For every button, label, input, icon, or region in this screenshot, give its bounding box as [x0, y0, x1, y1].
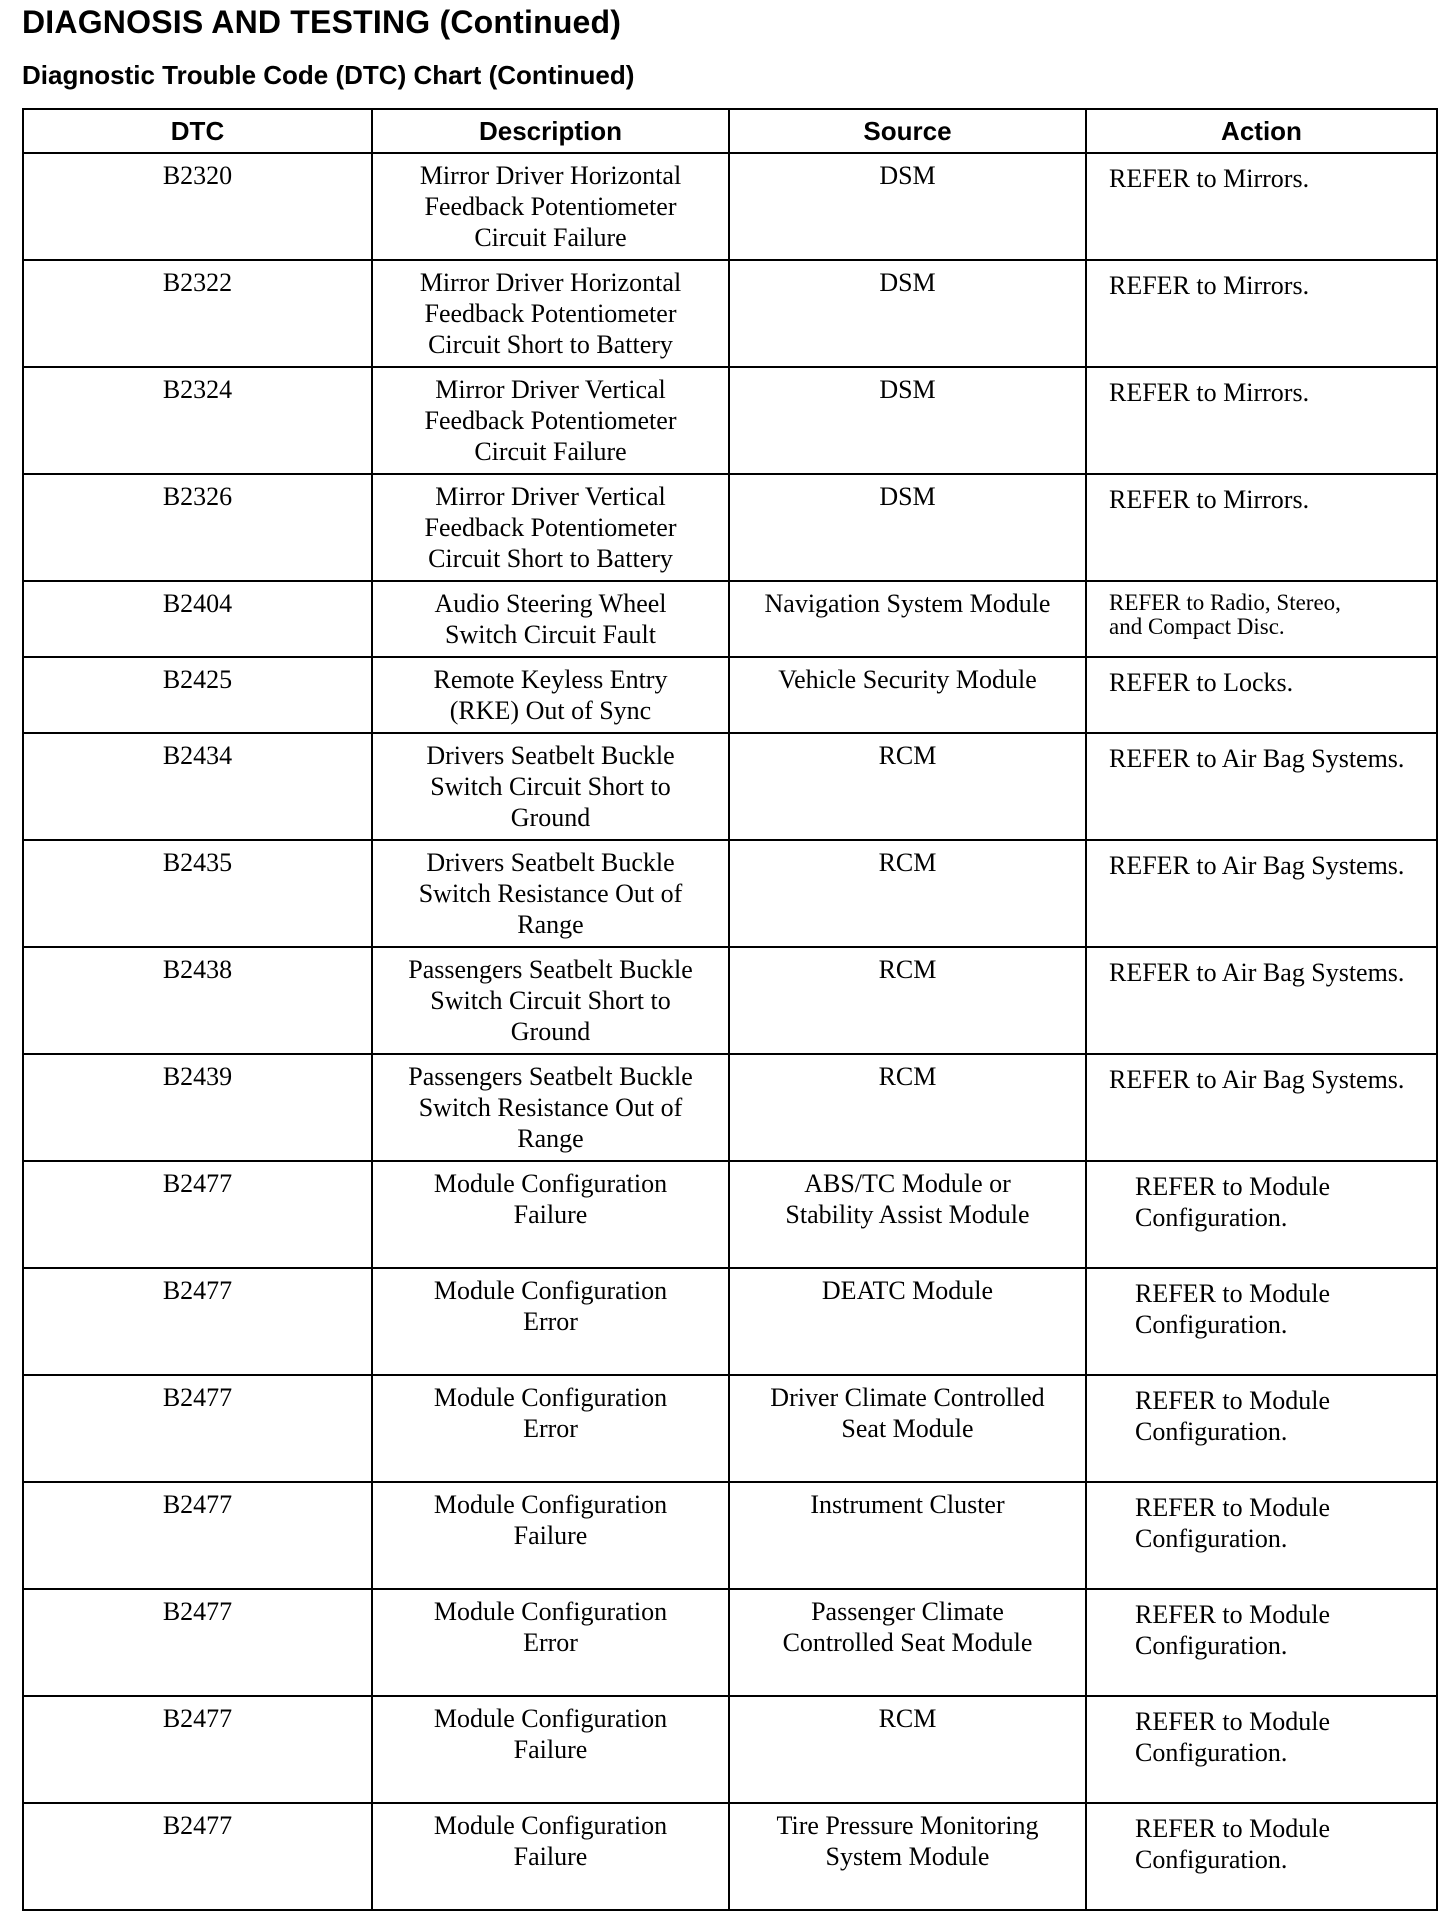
table-row: [23, 1589, 1437, 1696]
description-cell-line: Mirror Driver Horizontal: [419, 161, 682, 190]
description-cell: [372, 367, 729, 474]
dtc-code-cell: B2477: [23, 1375, 372, 1482]
action-cell-line: REFER to Module: [1135, 1493, 1331, 1522]
action-cell-line: REFER to Module: [1135, 1707, 1331, 1736]
dtc-code-cell: B2477: [23, 1482, 372, 1589]
action-cell: [1086, 1375, 1437, 1482]
description-cell: [372, 1803, 729, 1910]
table-row: [23, 947, 1437, 1054]
description-cell: [372, 657, 729, 733]
action-cell-line: Configuration.: [1135, 1738, 1288, 1767]
source-cell: [729, 1696, 1086, 1803]
description-cell-line: Range: [517, 910, 584, 939]
action-cell: [1086, 367, 1437, 474]
action-cell-line: Configuration.: [1135, 1203, 1288, 1232]
table-row: [23, 260, 1437, 367]
action-cell-line: REFER to Air Bag Systems.: [1109, 1065, 1405, 1094]
column-header-source: Source: [729, 109, 1086, 153]
description-cell: [372, 840, 729, 947]
source-cell-line: RCM: [878, 955, 937, 984]
action-cell-line: and Compact Disc.: [1109, 614, 1285, 639]
description-cell: [372, 260, 729, 367]
action-cell-line: REFER to Air Bag Systems.: [1109, 958, 1405, 987]
column-header-description: Description: [372, 109, 729, 153]
action-cell-line: REFER to Module: [1135, 1600, 1331, 1629]
description-cell-line: Feedback Potentiometer: [424, 192, 677, 221]
source-cell-line: DSM: [879, 482, 936, 511]
table-row: [23, 1696, 1437, 1803]
source-cell: [729, 1054, 1086, 1161]
description-cell-line: Circuit Short to Battery: [428, 330, 673, 359]
dtc-code-cell: B2322: [23, 260, 372, 367]
source-cell-line: System Module: [825, 1842, 990, 1871]
table-row: [23, 1482, 1437, 1589]
column-header-action: Action: [1086, 109, 1437, 153]
description-cell-line: Failure: [513, 1735, 588, 1764]
description-cell: [372, 1589, 729, 1696]
action-cell: [1086, 1268, 1437, 1375]
action-cell-line: REFER to Mirrors.: [1109, 485, 1310, 514]
description-cell-line: (RKE) Out of Sync: [449, 696, 652, 725]
description-cell: [372, 153, 729, 260]
description-cell-line: Circuit Short to Battery: [428, 544, 673, 573]
description-cell: [372, 1696, 729, 1803]
description-cell: [372, 581, 729, 657]
action-cell: [1086, 1803, 1437, 1910]
dtc-code-cell: B2439: [23, 1054, 372, 1161]
source-cell-line: Passenger Climate: [811, 1597, 1004, 1626]
source-cell-line: RCM: [878, 848, 937, 877]
action-cell-line: REFER to Module: [1135, 1814, 1331, 1843]
table-row: [23, 733, 1437, 840]
dtc-code-cell: B2477: [23, 1696, 372, 1803]
action-cell-line: REFER to Module: [1135, 1172, 1331, 1201]
description-cell-line: Module Configuration: [433, 1169, 668, 1198]
table-row: [23, 1375, 1437, 1482]
table-row: [23, 1161, 1437, 1268]
description-cell-line: Mirror Driver Horizontal: [419, 268, 682, 297]
dtc-code-cell: B2434: [23, 733, 372, 840]
source-cell-line: DSM: [879, 161, 936, 190]
action-cell: [1086, 260, 1437, 367]
description-cell-line: Circuit Failure: [474, 437, 627, 466]
description-cell-line: Circuit Failure: [474, 223, 627, 252]
action-cell: [1086, 1589, 1437, 1696]
description-cell-line: Switch Resistance Out of: [418, 879, 683, 908]
source-cell-line: Tire Pressure Monitoring: [776, 1811, 1039, 1840]
source-cell-line: ABS/TC Module or: [804, 1169, 1011, 1198]
description-cell-line: Passengers Seatbelt Buckle: [408, 1062, 693, 1091]
source-cell-line: Navigation System Module: [764, 589, 1051, 618]
action-cell: [1086, 474, 1437, 581]
source-cell-line: RCM: [878, 1062, 937, 1091]
description-cell-line: Audio Steering Wheel: [434, 589, 667, 618]
dtc-code-cell: B2320: [23, 153, 372, 260]
description-cell-line: Feedback Potentiometer: [424, 513, 677, 542]
description-cell-line: Module Configuration: [433, 1383, 668, 1412]
table-row: [23, 1803, 1437, 1910]
source-cell: [729, 1161, 1086, 1268]
dtc-code-cell: B2326: [23, 474, 372, 581]
dtc-chart-table: [22, 108, 1438, 1911]
section-title: Diagnostic Trouble Code (DTC) Chart (Continued): [22, 60, 635, 90]
description-cell-line: Feedback Potentiometer: [424, 299, 677, 328]
source-cell-line: Stability Assist Module: [785, 1200, 1030, 1229]
description-cell: [372, 474, 729, 581]
dtc-code-cell: B2477: [23, 1589, 372, 1696]
description-cell-line: Error: [523, 1307, 578, 1336]
action-cell-line: REFER to Locks.: [1109, 668, 1294, 697]
action-cell: [1086, 153, 1437, 260]
source-cell-line: Instrument Cluster: [810, 1490, 1005, 1519]
description-cell-line: Module Configuration: [433, 1704, 668, 1733]
description-cell-line: Switch Circuit Fault: [445, 620, 656, 649]
source-cell-line: DEATC Module: [821, 1276, 994, 1305]
action-cell: [1086, 1482, 1437, 1589]
description-cell-line: Drivers Seatbelt Buckle: [426, 741, 675, 770]
description-cell: [372, 733, 729, 840]
action-cell-line: REFER to Mirrors.: [1109, 271, 1310, 300]
action-cell-line: Configuration.: [1135, 1845, 1288, 1874]
source-cell: [729, 840, 1086, 947]
action-cell: [1086, 581, 1437, 657]
description-cell-line: Drivers Seatbelt Buckle: [426, 848, 675, 877]
action-cell-line: REFER to Module: [1135, 1386, 1331, 1415]
description-cell: [372, 1268, 729, 1375]
table-header-row: [23, 109, 1437, 153]
source-cell-line: DSM: [879, 268, 936, 297]
action-cell-line: Configuration.: [1135, 1417, 1288, 1446]
description-cell: [372, 1161, 729, 1268]
description-cell-line: Switch Circuit Short to: [430, 986, 671, 1015]
action-cell-line: REFER to Mirrors.: [1109, 164, 1310, 193]
source-cell-line: Seat Module: [841, 1414, 974, 1443]
description-cell: [372, 947, 729, 1054]
description-cell-line: Failure: [513, 1521, 588, 1550]
action-cell-line: Configuration.: [1135, 1310, 1288, 1339]
source-cell: [729, 1803, 1086, 1910]
dtc-code-cell: B2477: [23, 1268, 372, 1375]
description-cell-line: Module Configuration: [433, 1597, 668, 1626]
dtc-code-cell: B2435: [23, 840, 372, 947]
action-cell-line: REFER to Air Bag Systems.: [1109, 744, 1405, 773]
source-cell-line: RCM: [878, 1704, 937, 1733]
action-cell-line: REFER to Mirrors.: [1109, 378, 1310, 407]
action-cell: [1086, 947, 1437, 1054]
description-cell-line: Switch Circuit Short to: [430, 772, 671, 801]
table-row: [23, 840, 1437, 947]
dtc-code-cell: B2438: [23, 947, 372, 1054]
source-cell-line: Controlled Seat Module: [782, 1628, 1033, 1657]
description-cell-line: Module Configuration: [433, 1490, 668, 1519]
source-cell: [729, 1268, 1086, 1375]
description-cell: [372, 1375, 729, 1482]
description-cell-line: Switch Resistance Out of: [418, 1093, 683, 1122]
description-cell-line: Module Configuration: [433, 1276, 668, 1305]
action-cell-line: Configuration.: [1135, 1524, 1288, 1553]
action-cell-line: Configuration.: [1135, 1631, 1288, 1660]
source-cell: [729, 581, 1086, 657]
description-cell-line: Error: [523, 1414, 578, 1443]
description-cell-line: Failure: [513, 1842, 588, 1871]
table-row: [23, 153, 1437, 260]
page-title: DIAGNOSIS AND TESTING (Continued): [22, 4, 622, 40]
source-cell: [729, 153, 1086, 260]
table-row: [23, 1054, 1437, 1161]
source-cell-line: RCM: [878, 741, 937, 770]
source-cell-line: DSM: [879, 375, 936, 404]
source-cell: [729, 947, 1086, 1054]
source-cell: [729, 1375, 1086, 1482]
dtc-code-cell: B2404: [23, 581, 372, 657]
action-cell-line: REFER to Air Bag Systems.: [1109, 851, 1405, 880]
action-cell: [1086, 1696, 1437, 1803]
description-cell-line: Passengers Seatbelt Buckle: [408, 955, 693, 984]
table-row: [23, 367, 1437, 474]
description-cell-line: Mirror Driver Vertical: [435, 375, 666, 404]
table-row: [23, 474, 1437, 581]
description-cell-line: Module Configuration: [433, 1811, 668, 1840]
source-cell: [729, 260, 1086, 367]
description-cell-line: Error: [523, 1628, 578, 1657]
description-cell-line: Range: [517, 1124, 584, 1153]
action-cell: [1086, 733, 1437, 840]
table-body: [23, 153, 1437, 1910]
source-cell: [729, 1482, 1086, 1589]
description-cell-line: Remote Keyless Entry: [433, 665, 668, 694]
source-cell-line: Vehicle Security Module: [778, 665, 1037, 694]
source-cell: [729, 367, 1086, 474]
source-cell-line: Driver Climate Controlled: [770, 1383, 1045, 1412]
action-cell: [1086, 1054, 1437, 1161]
action-cell-line: REFER to Radio, Stereo,: [1109, 590, 1341, 615]
table-row: [23, 657, 1437, 733]
action-cell: [1086, 1161, 1437, 1268]
action-cell: [1086, 657, 1437, 733]
description-cell-line: Failure: [513, 1200, 588, 1229]
description-cell-line: Ground: [510, 803, 591, 832]
source-cell: [729, 1589, 1086, 1696]
description-cell: [372, 1482, 729, 1589]
source-cell: [729, 733, 1086, 840]
description-cell: [372, 1054, 729, 1161]
description-cell-line: Mirror Driver Vertical: [435, 482, 666, 511]
dtc-code-cell: B2324: [23, 367, 372, 474]
description-cell-line: Ground: [510, 1017, 591, 1046]
column-header-dtc: DTC: [23, 109, 372, 153]
dtc-code-cell: B2477: [23, 1803, 372, 1910]
source-cell: [729, 657, 1086, 733]
table-row: [23, 1268, 1437, 1375]
source-cell: [729, 474, 1086, 581]
description-cell-line: Feedback Potentiometer: [424, 406, 677, 435]
table-row: [23, 581, 1437, 657]
action-cell-line: REFER to Module: [1135, 1279, 1331, 1308]
action-cell: [1086, 840, 1437, 947]
dtc-code-cell: B2477: [23, 1161, 372, 1268]
dtc-code-cell: B2425: [23, 657, 372, 733]
